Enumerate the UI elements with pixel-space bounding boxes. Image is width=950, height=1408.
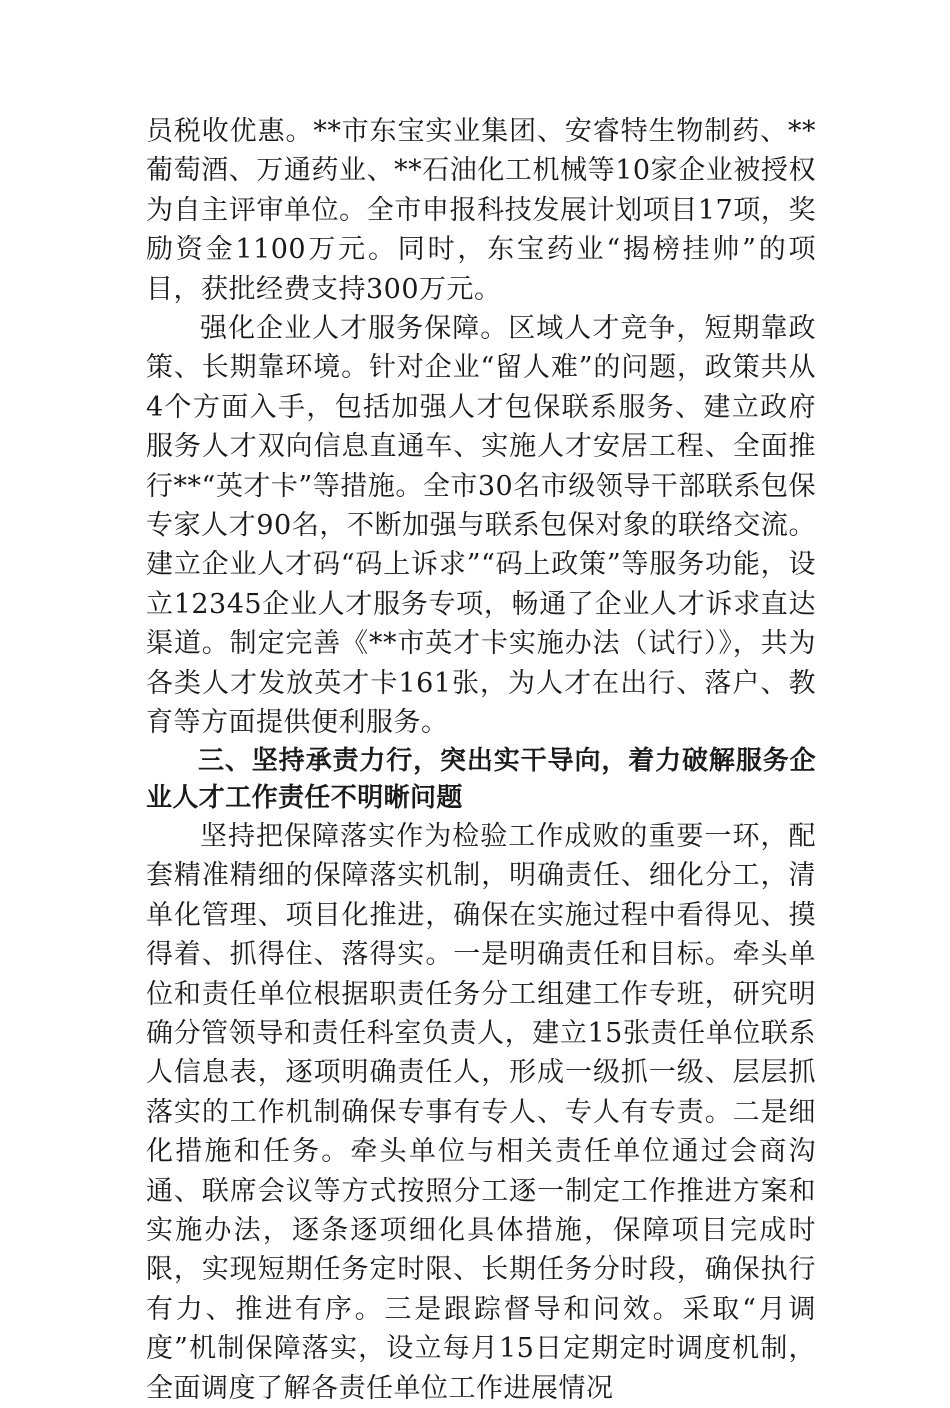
paragraph-responsibility: 坚持把保障落实作为检验工作成败的重要一环，配套精准精细的保障落实机制，明确责任、细化分工，清单化管理、项目化推进，确保在实施过程中看得见、摸得着、抓得住、落得实。一是明确责任和目标。牵头单位和责任单位根据职责任务分工组建工作专班，研究明确分管领导和责任科室负责人，建立15张责任单位联系人信息表，逐项明确责任人，形成一级抓一级、层层抓落实的工作机制确保专事有专人、专人有专责。二是细化措施和任务。牵头单位与相关责任单位通过会商沟通、联席会议等方式按照分工逐一制定工作推进方案和实施办法，逐条逐项细化具体措施，保障项目完成时限，实现短期任务定时限、长期任务分时段，确保执行有力、推进有序。三是跟踪督导和问效。采取“月调度”机制保障落实，设立每月15日定期定时调度机制，全面调度了解各责任单位工作进展情况 [146, 820, 816, 1404]
paragraph-tax-benefits: 员税收优惠。**市东宝实业集团、安睿特生物制药、**葡萄酒、万通药业、**石油化工机械等10家企业被授权为自主评审单位。全市申报科技发展计划项目17项，奖励资金1100万元。同时，东宝药业“揭榜挂帅”的项目，获批经费支持300万元。 [146, 116, 816, 305]
document-page [146, 112, 816, 1408]
section-heading-three: 三、坚持承责力行，突出实干导向，着力破解服务企业人才工作责任不明晰问题 [146, 745, 816, 813]
paragraph-talent-service: 强化企业人才服务保障。区域人才竞争，短期靠政策、长期靠环境。针对企业“留人难”的问题，政策共从4个方面入手，包括加强人才包保联系服务、建立政府服务人才双向信息直通车、实施人才安居工程、全面推行**“英才卡”等措施。全市30名市级领导干部联系包保专家人才90名，不断加强与联系包保对象的联络交流。建立企业人才码“码上诉求”“码上政策”等服务功能，设立12345企业人才服务专项，畅通了企业人才诉求直达渠道。制定完善《**市英才卡实施办法（试行）》，共为各类人才发放英才卡161张，为人才在出行、落户、教育等方面提供便利服务。 [146, 313, 816, 739]
